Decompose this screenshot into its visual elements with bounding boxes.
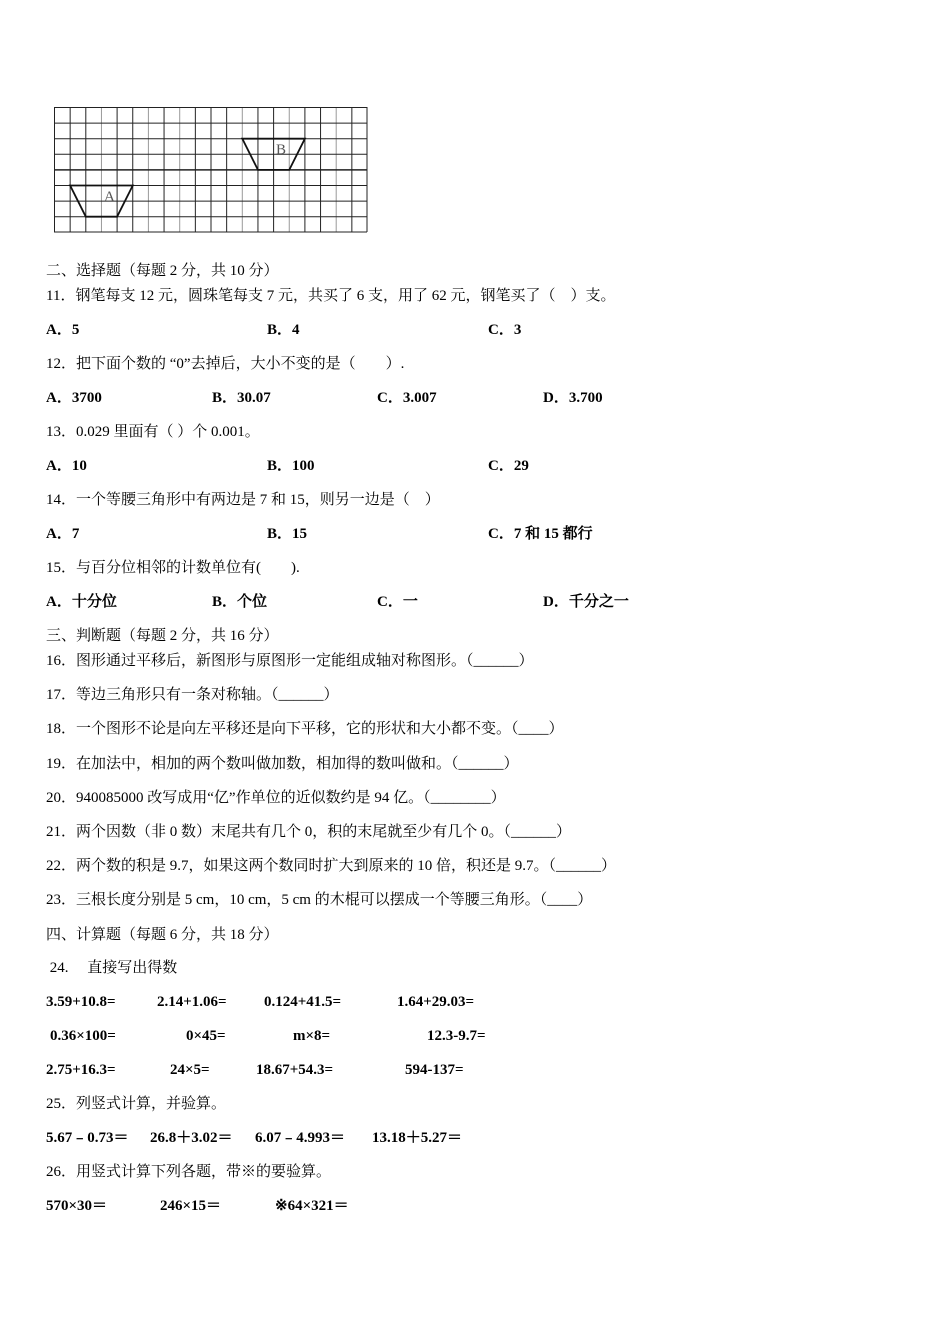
calc-26-3: ※64×321＝ [275,1198,349,1214]
option-12-d: D．3.700 [543,390,603,406]
option-14-b: B．15 [267,526,308,542]
option-12-b: B．30.07 [212,390,271,406]
option-11-c: C．3 [488,322,522,338]
grid-svg [54,107,370,235]
question-23: 23．三根长度分别是 5 cm，10 cm，5 cm 的木棍可以摆成一个等腰三角形。（____） [46,892,593,908]
question-25-title: 25．列竖式计算，并验算。 [46,1096,227,1112]
question-12: 12．把下面个数的 “0”去掉后，大小不变的是（ ）. [46,356,405,372]
section-heading-calculation: 四、计算题（每题 6 分，共 18 分） [46,927,279,943]
calc-25-2: 26.8＋3.02＝ [150,1130,233,1146]
option-13-c: C．29 [488,458,529,474]
question-15: 15．与百分位相邻的计数单位有( ). [46,560,300,576]
svg-text:B: B [276,142,287,158]
calc-24-11: 18.67+54.3= [256,1062,334,1078]
option-14-c: C．7 和 15 都行 [488,526,593,542]
question-21: 21．两个因数（非 0 数）末尾共有几个 0，积的末尾就至少有几个 0。（______） [46,824,572,840]
calc-24-4: 1.64+29.03= [397,994,475,1010]
section-heading-judgment: 三、判断题（每题 2 分，共 16 分） [46,628,279,644]
option-15-c: C．一 [377,594,418,610]
calc-24-9: 2.75+16.3= [46,1062,116,1078]
section-heading-choice: 二、选择题（每题 2 分，共 10 分） [46,263,279,279]
option-12-c: C．3.007 [377,390,437,406]
calc-24-10: 24×5= [170,1062,210,1078]
option-13-b: B．100 [267,458,315,474]
calc-24-7: m×8= [293,1028,331,1044]
calc-25-1: 5.67﹣0.73＝ [46,1130,129,1146]
question-13: 13．0.029 里面有（ ）个 0.001。 [46,424,260,440]
question-26-title: 26．用竖式计算下列各题，带※的要验算。 [46,1164,332,1180]
grid-figure [54,107,370,240]
calc-24-1: 3.59+10.8= [46,994,116,1010]
option-15-d: D．千分之一 [543,594,629,610]
calc-26-1: 570×30＝ [46,1198,108,1214]
option-11-b: B．4 [267,322,300,338]
calc-25-3: 6.07﹣4.993＝ [255,1130,346,1146]
option-15-b: B．个位 [212,594,268,610]
calc-24-8: 12.3-9.7= [427,1028,486,1044]
calc-24-5: 0.36×100= [50,1028,116,1044]
option-12-a: A．3700 [46,390,102,406]
option-14-a: A．7 [46,526,80,542]
calc-24-6: 0×45= [186,1028,226,1044]
svg-text:A: A [104,189,115,205]
calc-24-12: 594-137= [405,1062,464,1078]
question-14: 14．一个等腰三角形中有两边是 7 和 15，则另一边是（ ） [46,492,440,508]
option-15-a: A．十分位 [46,594,117,610]
calc-24-2: 2.14+1.06= [157,994,227,1010]
question-19: 19．在加法中，相加的两个数叫做加数，相加得的数叫做和。（______） [46,756,519,772]
question-24-title: 24. 直接写出得数 [46,960,178,976]
calc-25-4: 13.18＋5.27＝ [372,1130,463,1146]
option-11-a: A．5 [46,322,80,338]
question-11: 11．钢笔每支 12 元，圆珠笔每支 7 元，共买了 6 支，用了 62 元，钢笔买了（ ）支。 [46,288,616,304]
question-18: 18．一个图形不论是向左平移还是向下平移，它的形状和大小都不变。（____） [46,721,564,737]
question-16: 16．图形通过平移后，新图形与原图形一定能组成轴对称图形。（______） [46,653,534,669]
question-17: 17．等边三角形只有一条对称轴。（______） [46,687,339,703]
question-22: 22．两个数的积是 9.7，如果这两个数同时扩大到原来的 10 倍，积还是 9.7。（______） [46,858,617,874]
calc-26-2: 246×15＝ [160,1198,222,1214]
calc-24-3: 0.124+41.5= [264,994,342,1010]
question-20: 20．940085000 改写成用“亿”作单位的近似数约是 94 亿。（________） [46,790,506,806]
option-13-a: A．10 [46,458,87,474]
